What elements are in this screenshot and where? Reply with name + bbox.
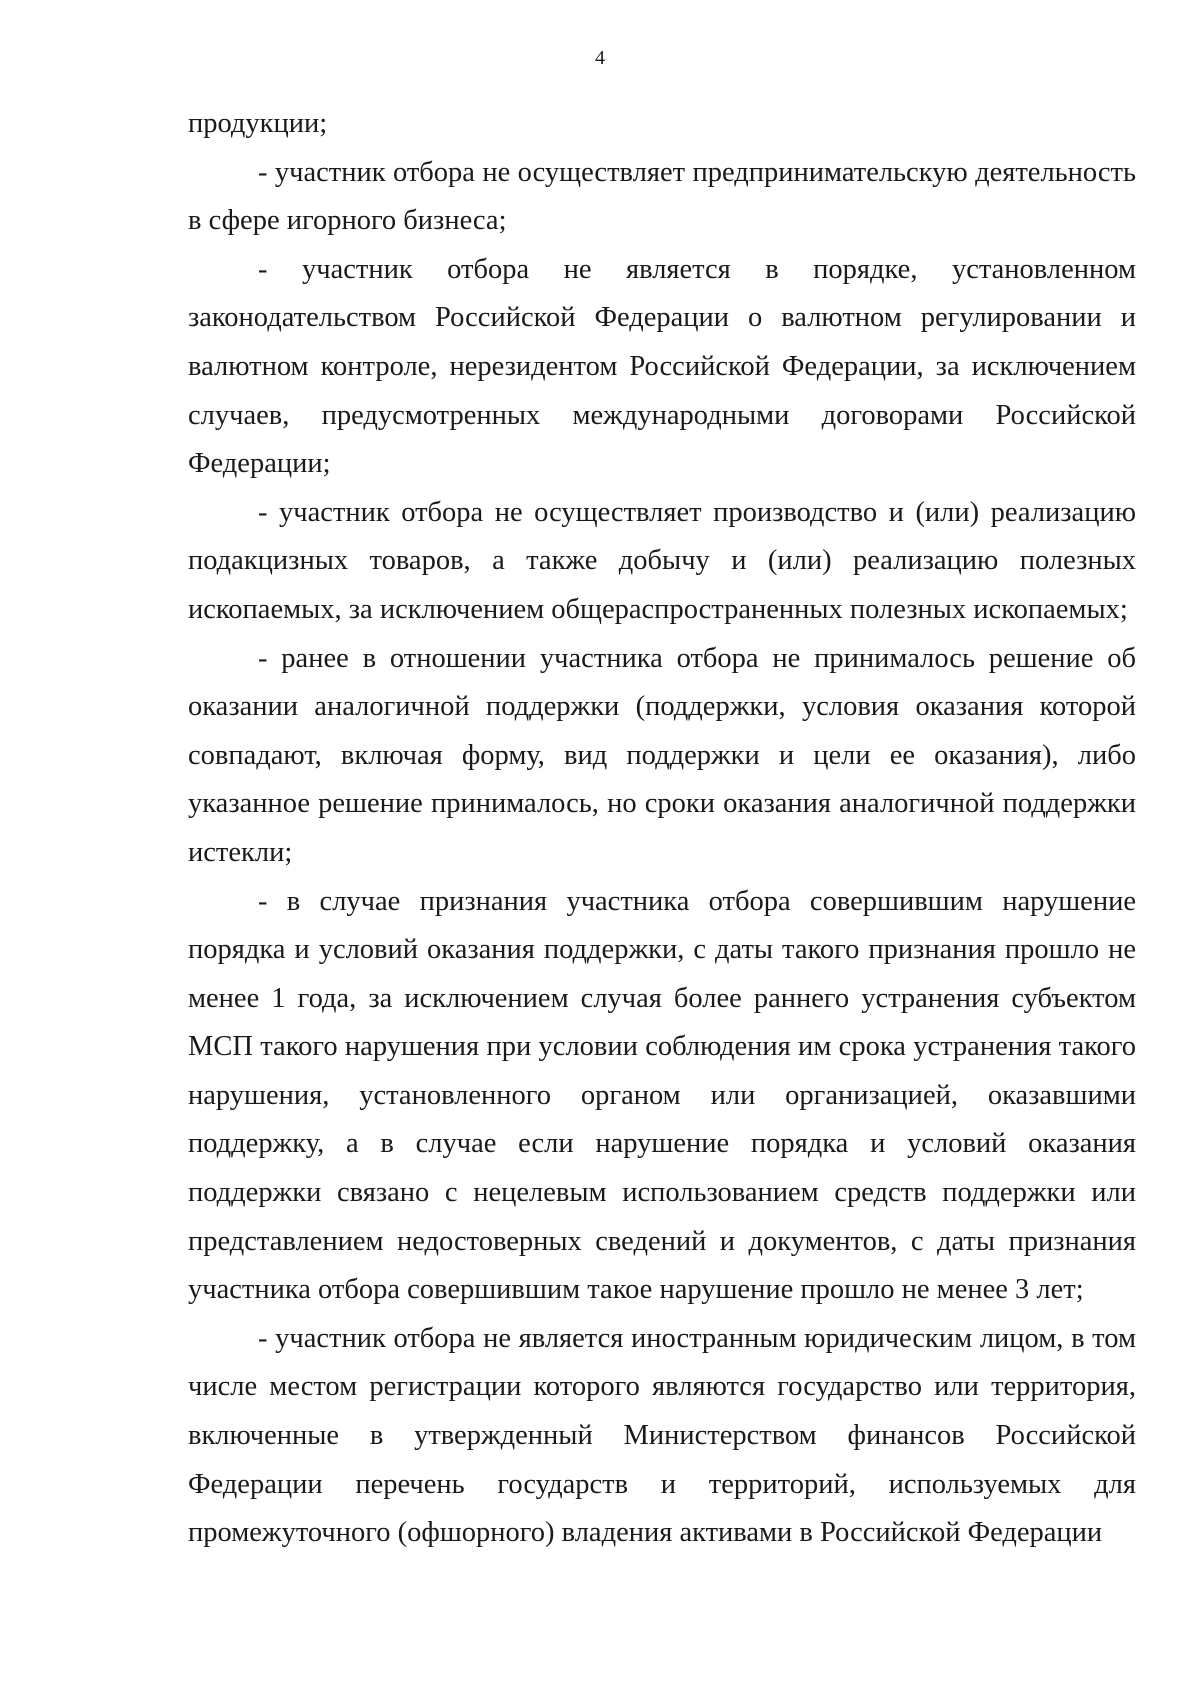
- paragraph-foreign-entity: - участник отбора не является иностранным юридическим лицом, в том числе местом регистрации которого являются государство или территория, включенные в утвержденный Министерством финансов Российской Федерации перечень государств и территорий, используемых для промежуточного (офшорного) владения активами в Российской Федерации: [188, 1322, 1136, 1549]
- paragraph-violation: - в случае признания участника отбора совершившим нарушение порядка и условий оказания поддержки, с даты такого признания прошло не менее 1 года, за исключением случая более раннего устранения субъектом МСП такого нарушения при условии соблюдения им срока устранения такого нарушения, установленного органом или организацией, оказавшими поддержку, а в случае если нарушение порядка и условий оказания поддержки связано с нецелевым использованием средств поддержки или представлением недостоверных сведений и документов, с даты признания участника отбора совершившим такое нарушение прошло не менее 3 лет;: [188, 885, 1136, 1306]
- paragraph-gambling-business: - участник отбора не осуществляет предпринимательскую деятельность в сфере игорного бизнеса;: [188, 156, 1136, 237]
- paragraph-non-resident: - участник отбора не является в порядке, установленном законодательством Российской Федерации о валютном регулировании и валютном контроле, нерезидентом Российской Федерации, за исключением случаев, предусмотренных международными договорами Российской Федерации;: [188, 253, 1136, 480]
- paragraph-continuation: продукции;: [188, 108, 328, 139]
- paragraph-prior-support: - ранее в отношении участника отбора не принималось решение об оказании аналогичной поддержки (поддержки, условия оказания которой совпадают, включая форму, вид поддержки и цели ее оказания), либо указанное решение принималось, но сроки оказания аналогичной поддержки истекли;: [188, 642, 1136, 868]
- page-number: 4: [595, 47, 605, 69]
- document-body: [188, 100, 1136, 1558]
- paragraph-excise-goods: - участник отбора не осуществляет производство и (или) реализацию подакцизных товаров, а также добычу и (или) реализацию полезных ископаемых, за исключением общераспространенных полезных ископаемых;: [188, 496, 1136, 625]
